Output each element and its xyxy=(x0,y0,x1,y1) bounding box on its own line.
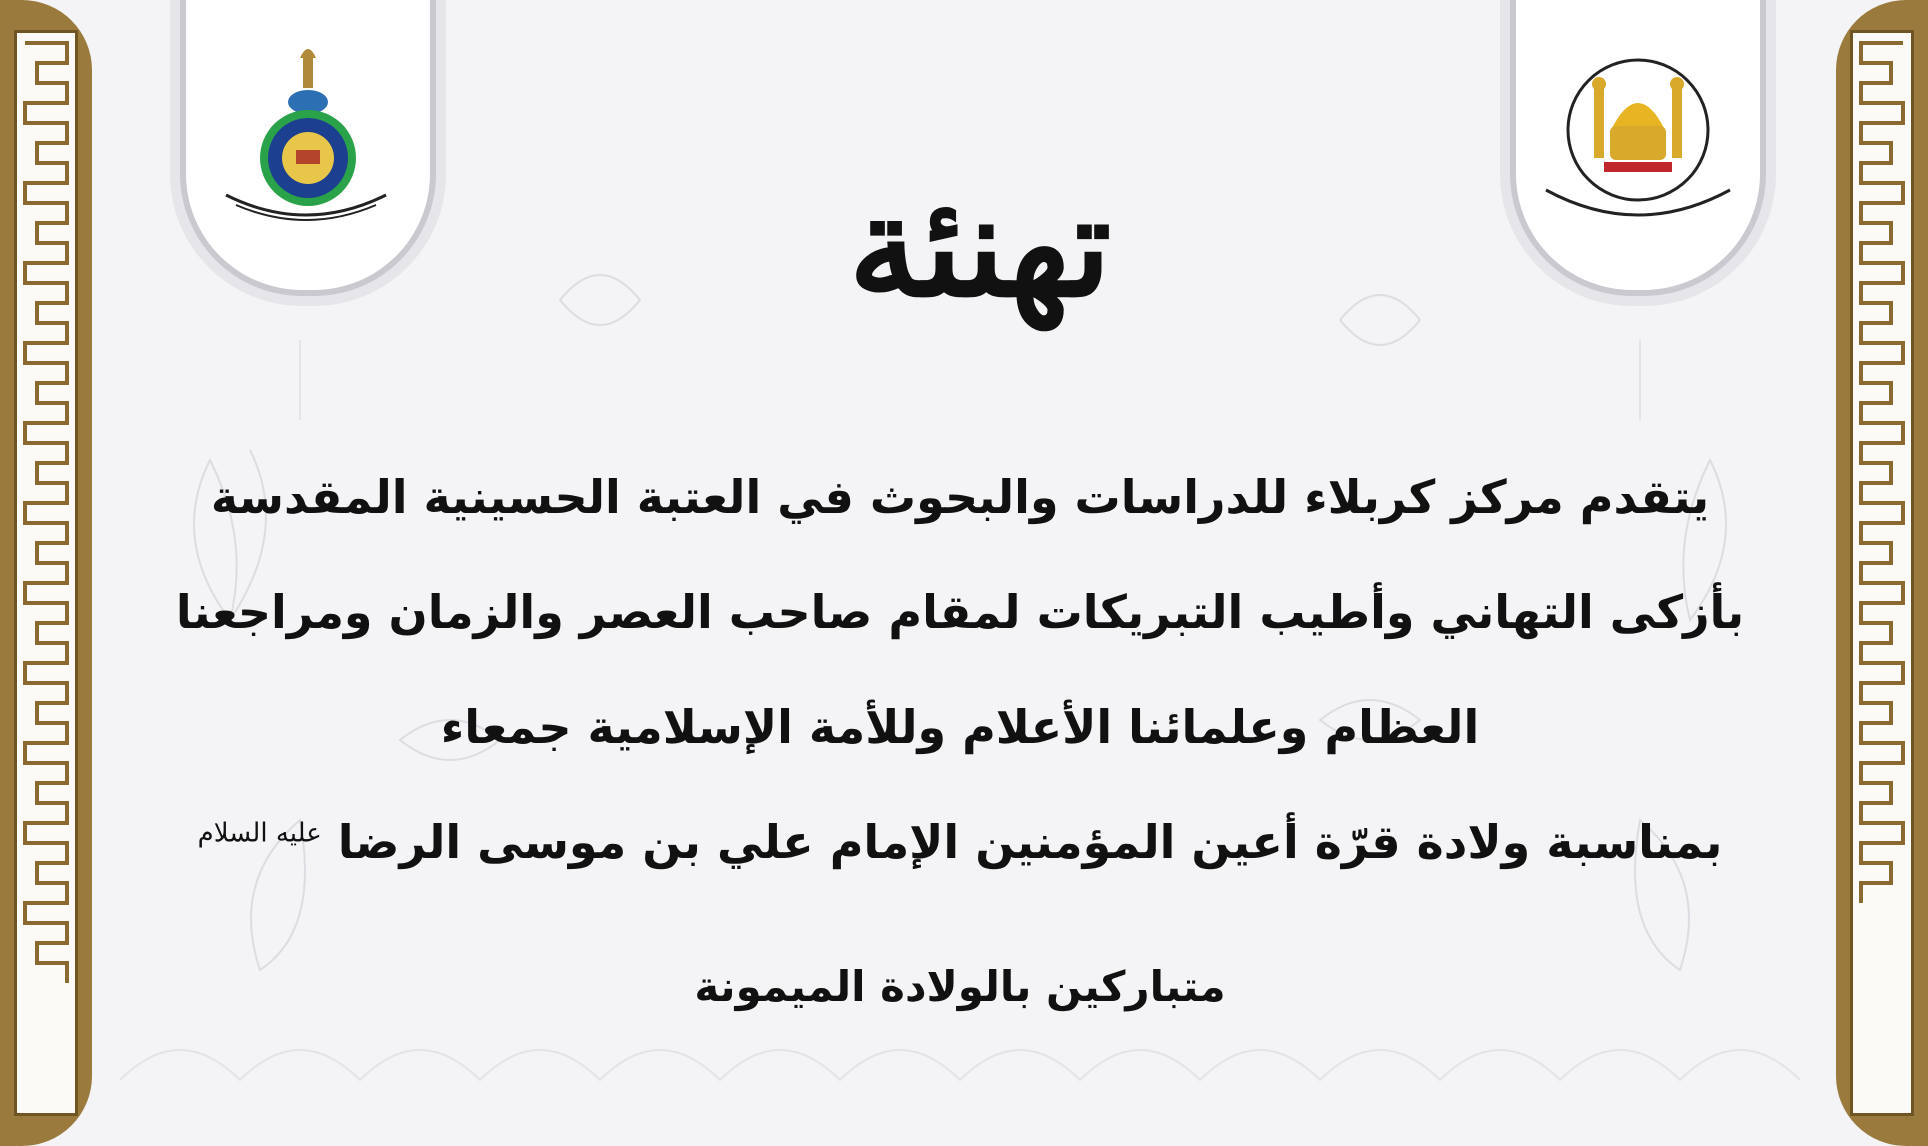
body-line-3: العظام وعلمائنا الأعلام وللأمة الإسلامية جمعاء xyxy=(440,700,1480,754)
honorific-mark: عليه السلام xyxy=(197,818,322,849)
body-line-4 xyxy=(150,815,1770,869)
body-line-4-text: بمناسبة ولادة قرّة أعين المؤمنين الإمام علي بن موسى الرضا xyxy=(337,815,1723,869)
karbala-center-logo-icon xyxy=(186,0,430,280)
body-line-1: يتقدم مركز كربلاء للدراسات والبحوث في العتبة الحسينية المقدسة xyxy=(210,470,1710,524)
closing-line: متباركين بالولادة الميمونة xyxy=(694,962,1226,1011)
kufic-pattern-icon xyxy=(17,33,75,1113)
right-logo-arch xyxy=(1510,0,1766,296)
left-ornamental-border xyxy=(0,0,92,1146)
imam-hussain-shrine-logo-icon xyxy=(1516,0,1760,280)
kufic-pattern-icon xyxy=(1853,33,1911,1113)
body-line-2: بأزكى التهاني وأطيب التبريكات لمقام صاحب العصر والزمان ومراجعنا xyxy=(175,585,1745,639)
right-ornamental-border xyxy=(1836,0,1928,1146)
page-title: تهنئة xyxy=(848,165,1112,329)
left-logo-arch xyxy=(180,0,436,296)
